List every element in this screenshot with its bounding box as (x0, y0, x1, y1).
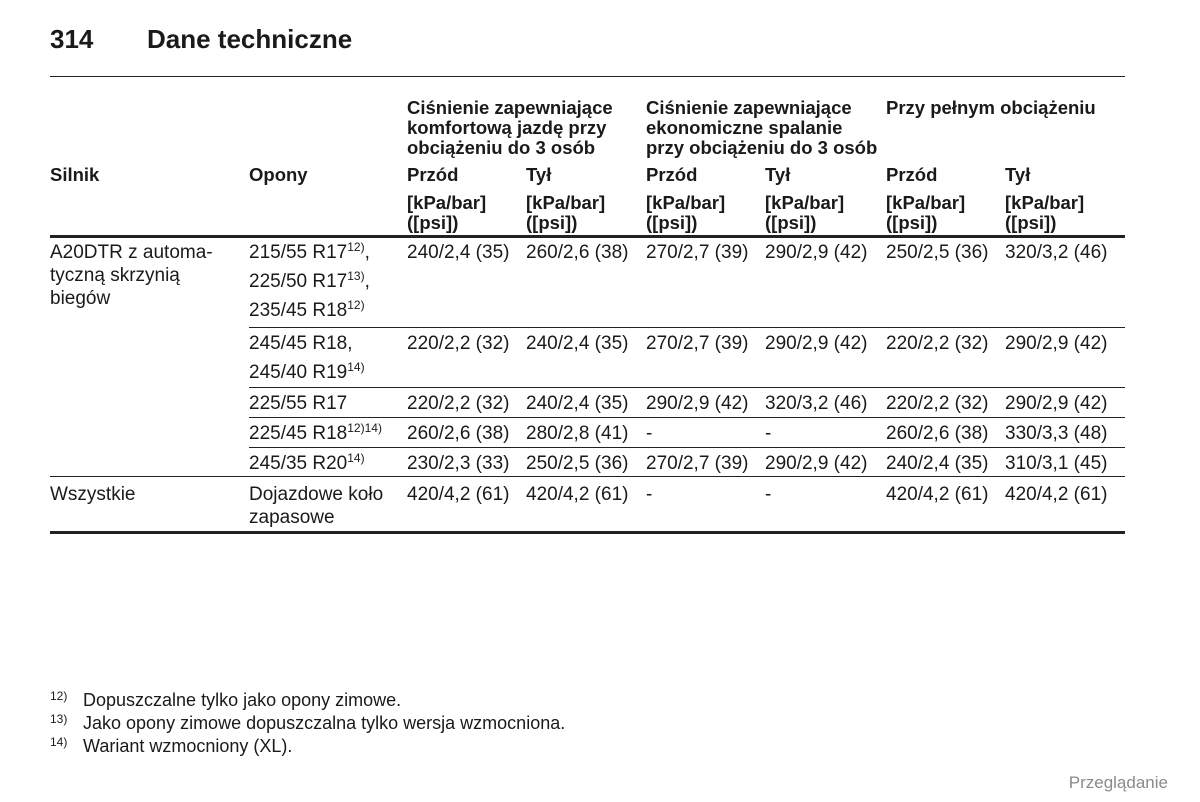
rear-header: Tył (765, 164, 791, 185)
pressure-value: 270/2,7 (39) (646, 453, 749, 474)
pressure-value: 290/2,9 (42) (1005, 333, 1108, 354)
pressure-value: - (646, 423, 653, 444)
unit-header-line-2: ([psi]) (886, 212, 938, 233)
pressure-value: 420/4,2 (61) (526, 484, 629, 505)
pressure-value: 310/3,1 (45) (1005, 453, 1108, 474)
pressure-value: 220/2,2 (32) (886, 333, 989, 354)
engine-a20dtr-line-3: biegów (50, 288, 111, 309)
footnote-text: Dopuszczalne tylko jako opony zimowe. (83, 690, 402, 710)
pressure-value: 270/2,7 (39) (646, 242, 749, 263)
pressure-value: 260/2,6 (38) (526, 242, 629, 263)
footnote-ref: 13) (347, 269, 365, 283)
pressure-value: 230/2,3 (33) (407, 453, 510, 474)
tyre-size: 245/45 R18, (249, 333, 353, 354)
pressure-value: - (765, 484, 772, 505)
front-header: Przód (407, 164, 459, 185)
pressure-value: 290/2,9 (42) (1005, 393, 1108, 414)
row-divider (249, 387, 1125, 388)
pressure-value: 240/2,4 (35) (526, 333, 629, 354)
unit-header-line-1: [kPa/bar] (886, 192, 966, 213)
footnote-ref: 12) (347, 298, 365, 312)
footnote-mark: 14) (50, 735, 68, 749)
pressure-value: 240/2,4 (35) (407, 242, 510, 263)
unit-header-line-1: [kPa/bar] (1005, 192, 1085, 213)
rear-header: Tył (526, 164, 552, 185)
engine-column-header: Silnik (50, 164, 100, 185)
row-divider (249, 417, 1125, 418)
pressure-value: 320/3,2 (46) (765, 393, 868, 414)
table-header-rule (50, 235, 1125, 238)
pressure-value: 420/4,2 (61) (886, 484, 989, 505)
footnote-text: Jako opony zimowe dopuszczalna tylko wersja wzmocniona. (83, 713, 566, 733)
page-title: Dane techniczne (147, 24, 353, 54)
header-divider (50, 76, 1125, 77)
pressure-value: 260/2,6 (38) (886, 423, 989, 444)
pressure-value: 420/4,2 (61) (1005, 484, 1108, 505)
engine-all: Wszystkie (50, 484, 136, 505)
pressure-value: 220/2,2 (32) (407, 393, 510, 414)
engine-a20dtr-line-2: tyczną skrzynią (50, 265, 180, 286)
unit-header-line-2: ([psi]) (1005, 212, 1057, 233)
pressure-value: 290/2,9 (42) (765, 333, 868, 354)
tyres-column-header: Opony (249, 164, 308, 185)
footnote-ref: 14) (347, 451, 365, 465)
pressure-value: 240/2,4 (35) (886, 453, 989, 474)
footnote-text: Wariant wzmocniony (XL). (83, 736, 293, 756)
group1-header-line-2: komfortową jazdę przy (407, 117, 607, 138)
pressure-value: 250/2,5 (36) (886, 242, 989, 263)
pressure-value: 260/2,6 (38) (407, 423, 510, 444)
pressure-value: 250/2,5 (36) (526, 453, 629, 474)
pressure-value: - (765, 423, 772, 444)
tyre-size: 215/55 R17$^{12)}$, (249, 240, 370, 263)
footnote-mark: 13) (50, 712, 68, 726)
tyre-size: 225/45 $R18^{12)14)}$ (249, 421, 382, 444)
rear-header: Tył (1005, 164, 1031, 185)
tyre-size: zapasowe (249, 507, 335, 528)
pressure-value: 220/2,2 (32) (886, 393, 989, 414)
row-divider (249, 447, 1125, 448)
engine-group-divider (50, 476, 1125, 477)
table-bottom-rule (50, 531, 1125, 534)
group1-header-line-1: Ciśnienie zapewniające (407, 97, 613, 118)
pressure-value: 270/2,7 (39) (646, 333, 749, 354)
pressure-value: 290/2,9 (42) (765, 242, 868, 263)
pressure-value: - (646, 484, 653, 505)
group1-header-line-3: obciążeniu do 3 osób (407, 137, 596, 158)
pressure-value: 290/2,9 (42) (646, 393, 749, 414)
footnote-ref: 12)14) (347, 421, 382, 435)
unit-header-line-1: [kPa/bar] (407, 192, 487, 213)
tyre-size: 245/40 R19$^{14)}$ (249, 360, 365, 383)
unit-header-line-2: ([psi]) (526, 212, 578, 233)
group2-header-line-3: przy obciążeniu do 3 osób (646, 137, 878, 158)
browse-link[interactable]: Przeglądanie (1068, 773, 1168, 792)
engine-a20dtr-line-1: A20DTR z automa- (50, 242, 213, 263)
unit-header-line-2: ([psi]) (407, 212, 459, 233)
tyre-size: Dojazdowe koło (249, 484, 384, 505)
page-number: 314 (50, 24, 94, 54)
pressure-value: 290/2,9 (42) (765, 453, 868, 474)
group2-header-line-1: Ciśnienie zapewniające (646, 97, 852, 118)
group2-header-line-2: ekonomiczne spalanie (646, 117, 843, 138)
pressure-value: 420/4,2 (61) (407, 484, 510, 505)
unit-header-line-1: [kPa/bar] (765, 192, 845, 213)
pressure-value: 280/2,8 (41) (526, 423, 629, 444)
front-header: Przód (646, 164, 698, 185)
footnote-ref: 14) (347, 360, 365, 374)
pressure-value: 240/2,4 (35) (526, 393, 629, 414)
unit-header-line-1: [kPa/bar] (646, 192, 726, 213)
tyre-size: 235/45 R18$^{12)}$ (249, 298, 365, 321)
tyre-size: 225/50 R17$^{13)}$, (249, 269, 370, 292)
pressure-value: 330/3,3 (48) (1005, 423, 1108, 444)
unit-header-line-2: ([psi]) (646, 212, 698, 233)
footnote-mark: 12) (50, 689, 68, 703)
pressure-value: 320/3,2 (46) (1005, 242, 1108, 263)
tyre-size: 225/55 R17 (249, 393, 348, 414)
unit-header-line-1: [kPa/bar] (526, 192, 606, 213)
footnote-ref: 12) (347, 240, 365, 254)
group3-header-line-1: Przy pełnym obciążeniu (886, 97, 1096, 118)
tyre-size: 245/35 R20$^{14)}$ (249, 451, 365, 474)
front-header: Przód (886, 164, 938, 185)
row-divider (249, 327, 1125, 328)
unit-header-line-2: ([psi]) (765, 212, 817, 233)
pressure-value: 220/2,2 (32) (407, 333, 510, 354)
